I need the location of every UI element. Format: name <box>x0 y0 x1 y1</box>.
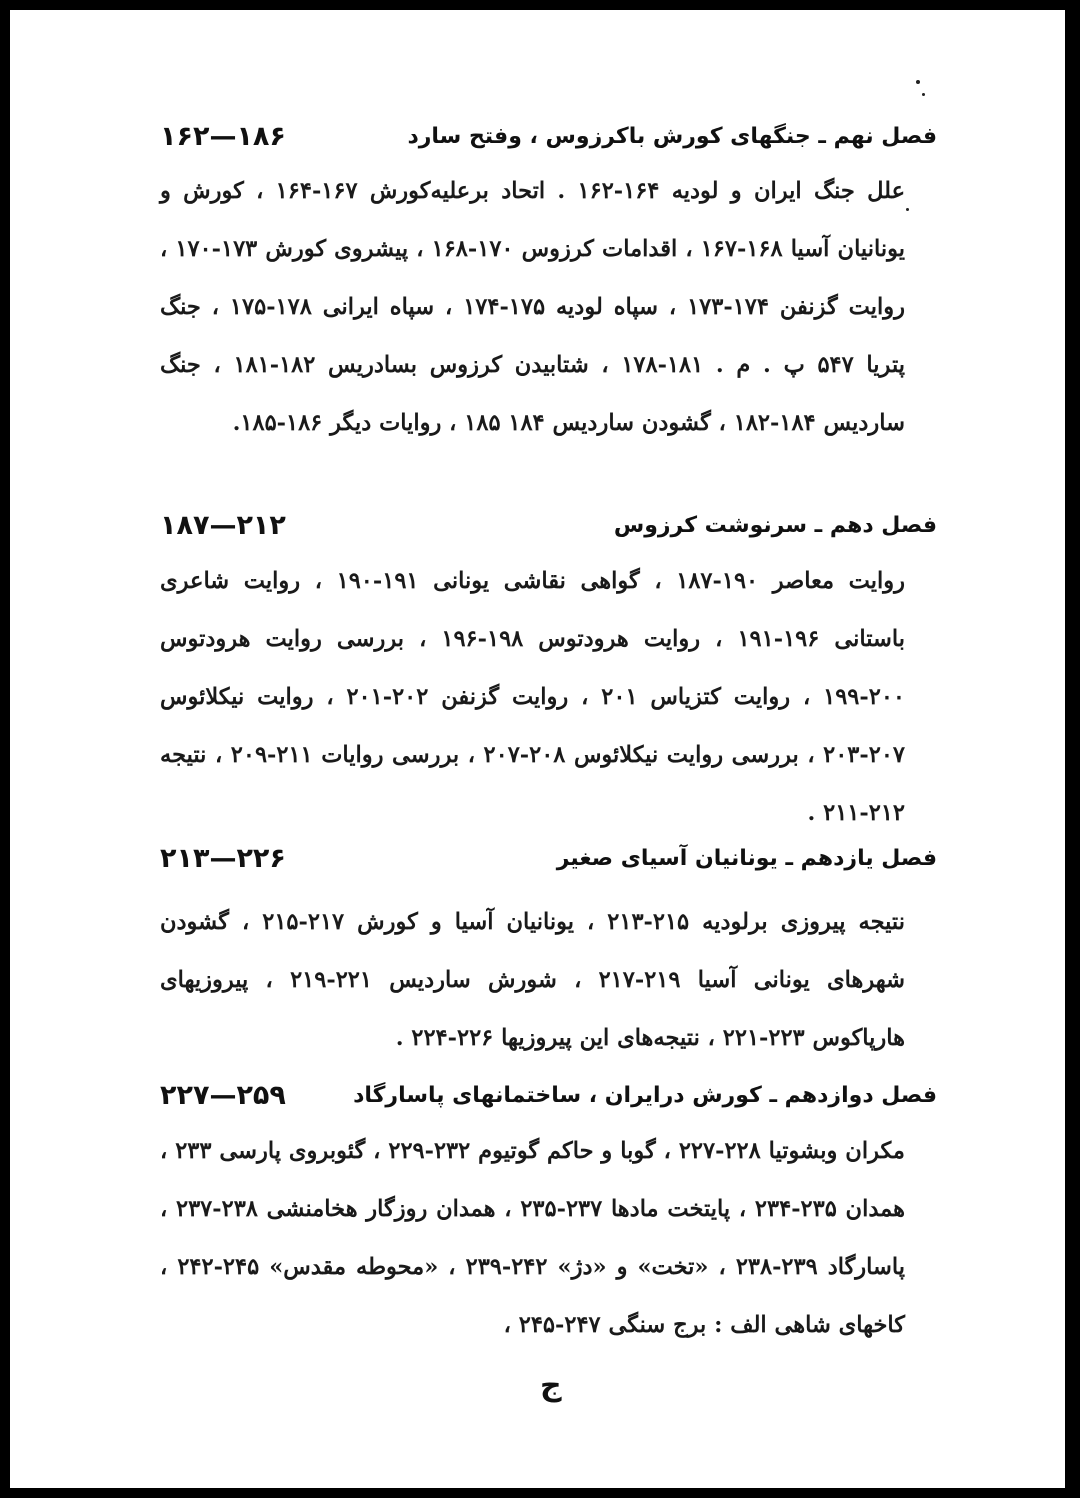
document-page <box>10 10 1065 1488</box>
chapter-page-range: ۲۱۳—۲۲۶ <box>160 842 286 874</box>
chapter-page-range: ۱۶۲—۱۸۶ <box>160 120 286 152</box>
scan-speck <box>916 80 920 84</box>
chapter-heading <box>160 835 937 881</box>
chapter-heading <box>160 113 937 159</box>
chapter-contents: روایت معاصر ۱۹۰-۱۸۷ ، گواهی نقاشی یونانی ۱۹۱-۱۹۰ ، روایت شاعری باستانی ۱۹۶-۱۹۱ ، روایت هرودتوس ۱۹۸-۱۹۶ ، بررسی روایت هرودتوس ۲۰۰-۱۹۹ ، روایت کتزیاس ۲۰۱ ، روایت گزنفن ۲۰۲-۲۰۱ ، روایت نیکلائوس ۲۰۷-۲۰۳ ، بررسی روایت نیکلائوس ۲۰۸-۲۰۷ ، بررسی روایات ۲۱۱-۲۰۹ ، نتیجه ۲۱۲-۲۱۱ . <box>160 568 906 826</box>
page-number-letter: ج <box>540 1368 562 1403</box>
chapter-page-range: ۲۲۷—۲۵۹ <box>160 1079 286 1111</box>
scan-speck <box>922 93 925 96</box>
chapter-page-range: ۱۸۷—۲۱۲ <box>160 509 286 541</box>
chapter-title: فصل دوازدهم ـ کورش درایران ، ساختمانهای پاسارگاد <box>353 1082 937 1108</box>
chapter-contents: علل جنگ ایران و لودیه ۱۶۴-۱۶۲ . اتحاد برعلیه‌کورش ۱۶۷-۱۶۴ ، کورش و یونانیان آسیا ۱۶۸-۱۶۷ ، اقدامات کرزوس ۱۷۰-۱۶۸ ، پیشروی کورش ۱۷۳-۱۷۰ ، روایت گزنفن ۱۷۴-۱۷۳ ، سپاه لودیه ۱۷۵-۱۷۴ ، سپاه ایرانی ۱۷۸-۱۷۵ ، جنگ پتریا ۵۴۷ پ . م . ۱۸۱-۱۷۸ ، شتابیدن کرزوس بسادریس ۱۸۲-۱۸۱ ، جنگ ساردیس ۱۸۴-۱۸۲ ، گشودن ساردیس ۱۸۴ ۱۸۵ ، روایات دیگر ۱۸۶-۱۸۵. <box>160 178 906 436</box>
chapter-contents: مکران وبشوتیا ۲۲۸-۲۲۷ ، گوبا و حاکم گوتیوم ۲۳۲-۲۲۹ ، گئوبروی پارسی ۲۳۳ ، همدان ۲۳۵-۲۳۴ ، پایتخت مادها ۲۳۷-۲۳۵ ، همدان روزگار هخامنشی ۲۳۸-۲۳۷ ، پاسارگاد ۲۳۹-۲۳۸ ، «تخت» و «دژ» ۲۴۲-۲۳۹ ، «محوطه مقدس» ۲۴۵-۲۴۲ ، کاخهای شاهی الف : برج سنگی ۲۴۷-۲۴۵ ، <box>160 1138 906 1338</box>
scan-speck <box>906 208 909 211</box>
chapter-title: فصل یازدهم ـ یونانیان آسیای صغیر <box>556 845 937 871</box>
chapter-heading <box>160 1072 937 1118</box>
chapter-contents: نتیجه پیروزی برلودیه ۲۱۵-۲۱۳ ، یونانیان آسیا و کورش ۲۱۷-۲۱۵ ، گشودن شهرهای یونانی آسیا ۲۱۹-۲۱۷ ، شورش ساردیس ۲۲۱-۲۱۹ ، پیروزیهای هارپاکوس ۲۲۳-۲۲۱ ، نتیجه‌های این پیروزیها ۲۲۶-۲۲۴ . <box>160 909 905 1051</box>
chapter-title: فصل نهم ـ جنگهای کورش باکرزوس ، وفتح سارد <box>407 123 937 149</box>
chapter-title: فصل دهم ـ سرنوشت کرزوس <box>613 512 937 538</box>
chapter-heading <box>160 502 937 548</box>
